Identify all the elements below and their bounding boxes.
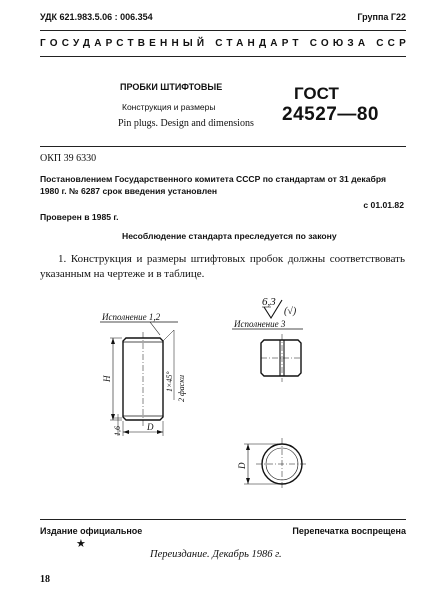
dim-H-label: H — [102, 375, 112, 382]
roughness-paren: (√) — [284, 306, 297, 317]
page-number: 18 — [40, 574, 50, 585]
no-reprint-notice: Перепечатка воспрещена — [292, 526, 406, 536]
document-title-english: Pin plugs. Design and dimensions — [118, 118, 254, 129]
document-title: ПРОБКИ ШТИФТОВЫЕ — [120, 82, 223, 92]
reissue-note: Переиздание. Декабрь 1986 г. — [150, 549, 282, 560]
pin-plug-end-view — [256, 438, 308, 490]
pin-plug-side-view — [123, 332, 163, 427]
checked-note: Проверен в 1985 г. — [40, 212, 119, 222]
state-standard-banner: ГОСУДАРСТВЕННЫЙ СТАНДАРТ СОЮЗА ССР — [40, 38, 410, 49]
star-icon: ★ — [76, 538, 86, 550]
variant-1-2-label: Исполнение 1,2 — [102, 312, 161, 322]
gost-number: 24527—80 — [282, 104, 379, 125]
decree-text: Постановлением Государственного комитета СССР по стандартам от 31 декабря 1980 г. № 6287 срок введения установлен — [40, 174, 386, 196]
variant-3-label: Исполнение 3 — [234, 319, 286, 329]
clause-1: 1. Конструкция и размеры штифтовых пробок должны соответствовать указанным на чертеже и в таблице. — [40, 253, 405, 280]
law-notice: Несоблюдение стандарта преследуется по закону — [122, 231, 337, 241]
dim-1-6-label: 1,6 — [113, 426, 122, 436]
chamfer-note-2: 2 фаски — [177, 375, 186, 402]
footer-rule — [40, 519, 406, 520]
group-code: Группа Г22 — [357, 12, 406, 22]
document-subtitle: Конструкция и размеры — [122, 102, 216, 112]
udk-code: УДК 621.983.5.06 : 006.354 — [40, 12, 153, 22]
chamfer-note-1: 1×45° — [165, 371, 174, 392]
dim-D-label: D — [147, 422, 154, 432]
okp-code: ОКП 39 6330 — [40, 153, 97, 164]
effective-date: с 01.01.82 — [363, 200, 404, 210]
pin-plug-variant-3-view — [261, 334, 301, 382]
official-edition: Издание официальное — [40, 526, 143, 536]
gost-label: ГОСТ — [294, 84, 339, 103]
dim-d-end-label: D — [237, 462, 247, 469]
roughness-value: 6,3 — [262, 296, 276, 308]
